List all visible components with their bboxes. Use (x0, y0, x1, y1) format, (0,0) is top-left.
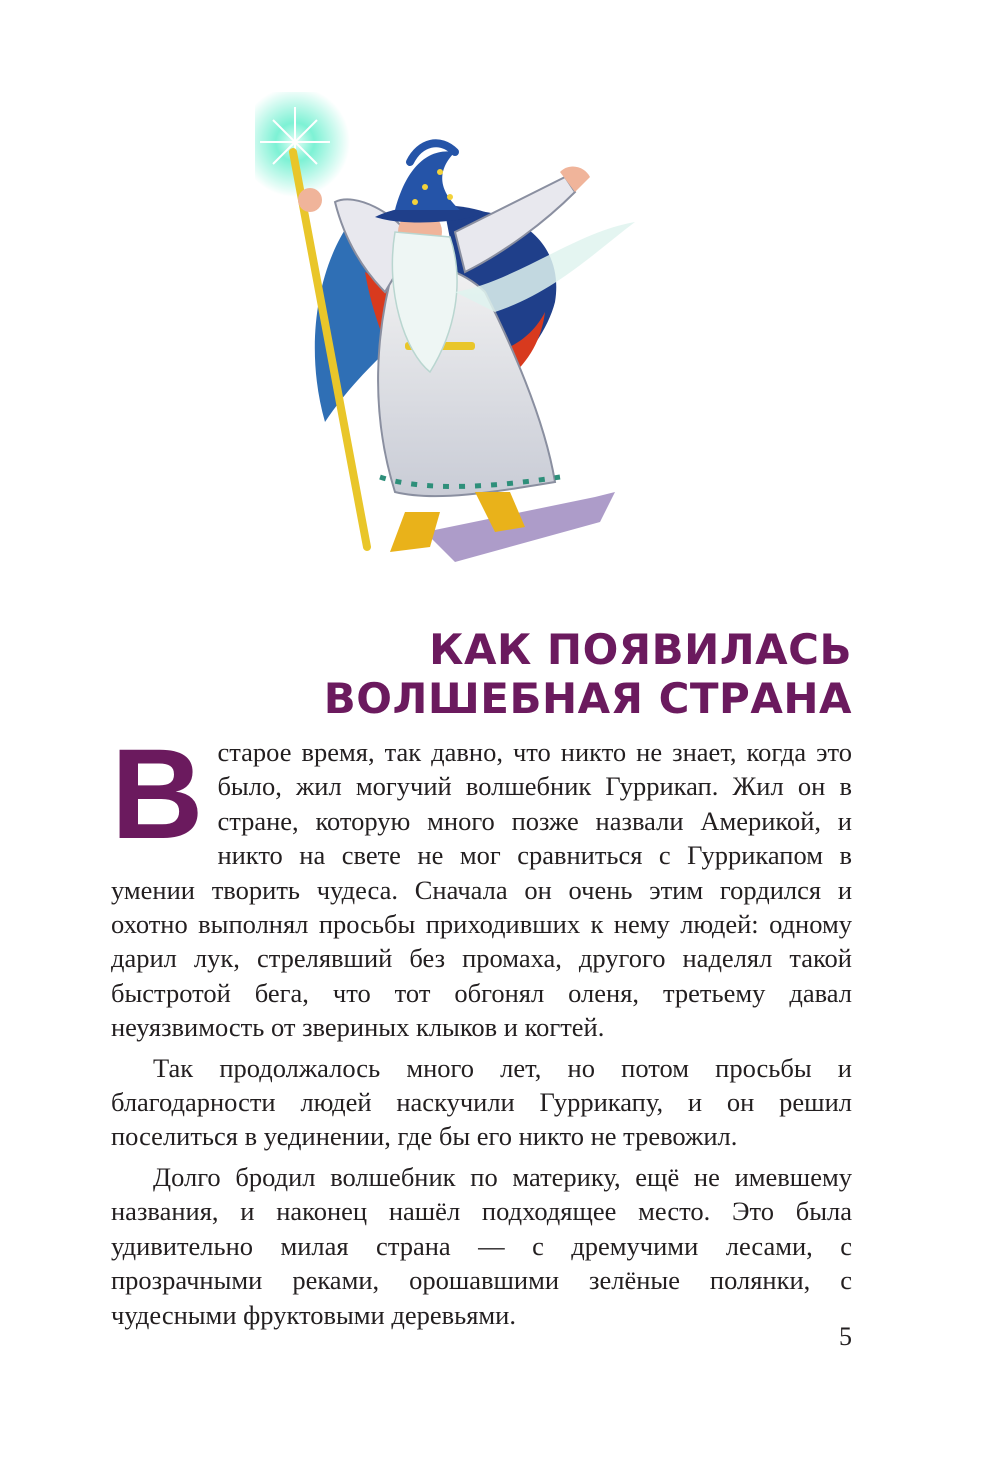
paragraph-1-text: старое время, так давно, что никто не знает, когда это было, жил могучий волшебник Гуррикап. Жил он в стране, которую много позже назвали Америкой, и никто на свете не мог сравниться с Гуррикапом в умении творить чудеса. Сначала он очень этим гордился и охотно выполнял просьбы приходивших к нему людей: одному дарил лук, стрелявший без промаха, другого наделял такой быстротой бега, что тот обгонял оленя, третьему давал неуязвимость от звериных клыков и когтей. (111, 737, 852, 1043)
hat-cone (395, 151, 460, 210)
paragraph-3: Долго бродил волшебник по материку, ещё не имевшему названия, и наконец нашёл подходящее место. Это была удивительно милая страна — с дремучими лесами, с прозрачными реками, орошавшими зелёные полянки, с чудесными фруктовыми деревьями. (111, 1161, 852, 1330)
chapter-title-line-2: ВОЛШЕБНАЯ СТРАНА (323, 674, 852, 723)
chapter-title (300, 625, 852, 723)
paragraph-2: Так продолжалось много лет, но потом просьбы и благодарности людей наскучили Гуррикапу, и он решил поселиться в уединении, где бы его никто не тревожил. (111, 1052, 852, 1152)
page-number: 5 (839, 1322, 852, 1351)
drop-cap: В (111, 723, 204, 866)
body-text (111, 723, 852, 1332)
paragraph-1 (111, 723, 852, 1045)
left-boot (390, 512, 440, 552)
wizard-illustration (255, 92, 875, 582)
left-hand (298, 188, 322, 212)
chapter-title-line-1: КАК ПОЯВИЛАСЬ (429, 625, 852, 674)
